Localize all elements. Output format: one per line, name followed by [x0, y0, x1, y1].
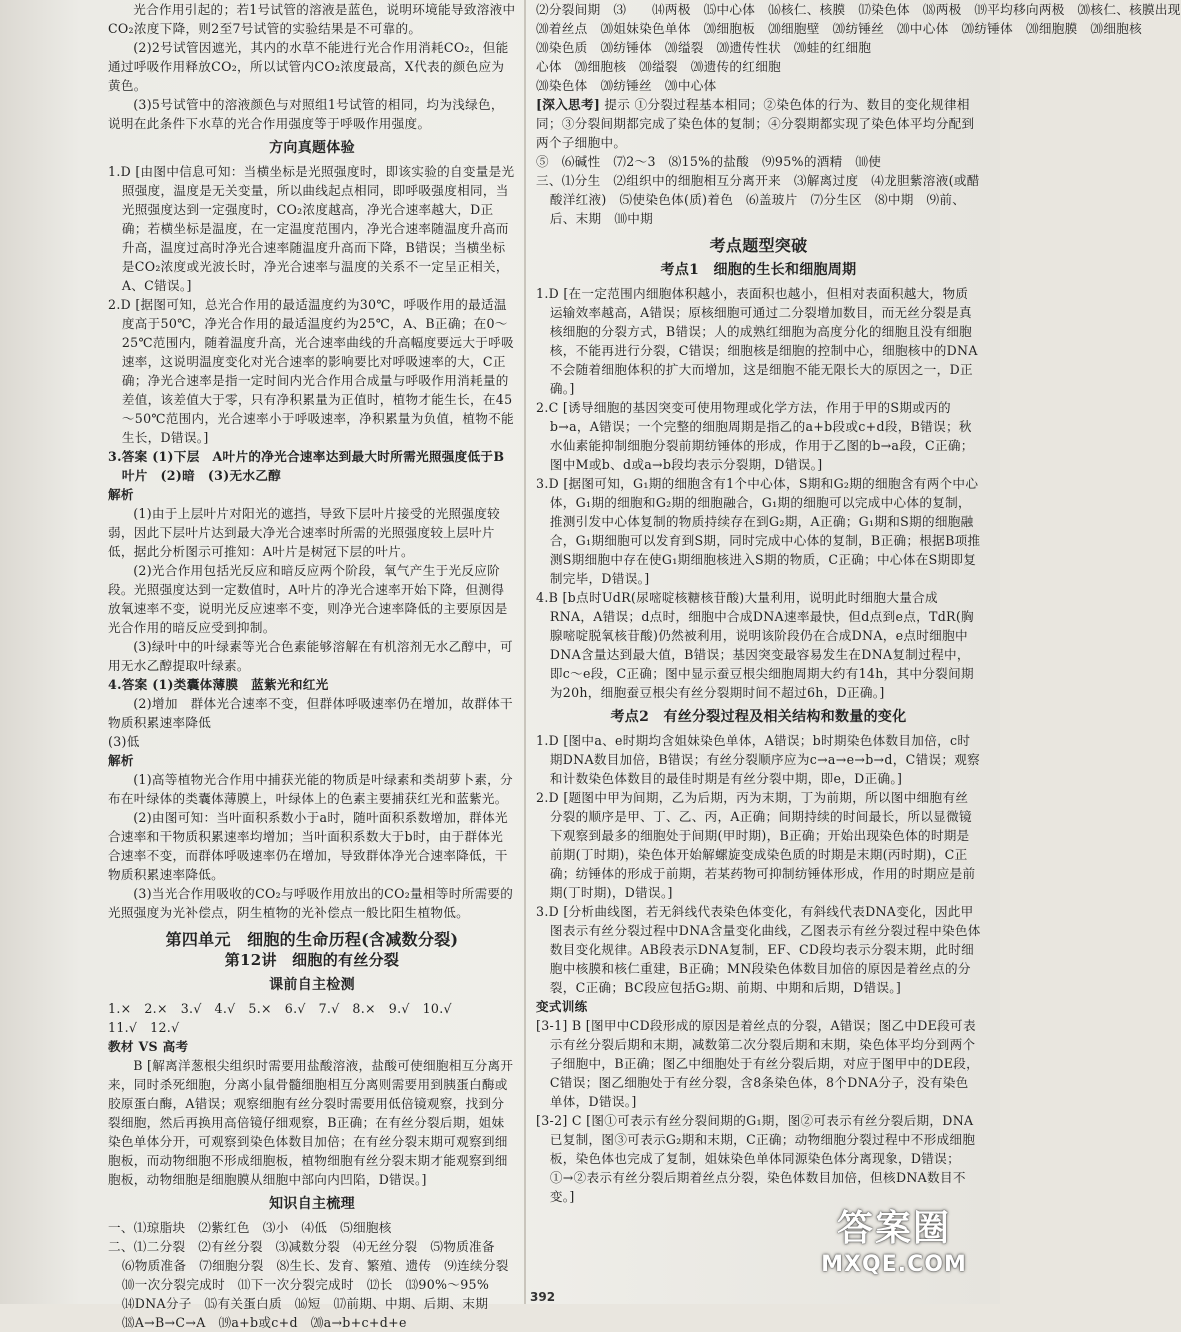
pre-class-answers-2: 11.√ 12.√	[108, 1020, 180, 1035]
question-3-analysis-3: (3)绿叶中的叶绿素等光合色素能够溶解在有机溶剂无水乙醇中，可用无水乙醇提取叶绿素。	[108, 639, 513, 673]
lecture-title: 第12讲 细胞的有丝分裂	[224, 951, 400, 969]
pre-class-title: 课前自主检测	[269, 977, 355, 993]
deep-thinking-text: 提示 ①分裂过程基本相同；②染色体的行为、数目的变化规律相同；③分裂间期都完成了染色体的复制；④分裂期都实现了染色体平均分配到两个子细胞中。	[536, 97, 975, 150]
watermark-logo: 答案圈	[836, 1208, 951, 1249]
kp1-item-4: 4.B [b点时UdR(尿嘧啶核糖核苷酸)大量利用，说明此时细胞大量合成RNA，A错误；d点时，细胞中合成DNA速率最快，但d点到e点，TdR(胸腺嘧啶脱氧核苷酸)仍然被利用，说明该阶段仍在合成DNA，e点时细胞中DNA含量达到最大值，B错误；基因突变最容易发生在DNA复制过程中，即c～e段，C正确；图中显示蚕豆根尖细胞周期大约有14h，其中分裂间期为20h，细胞蚕豆根尖有丝分裂期时间不超过6h，D正确。]	[536, 590, 974, 700]
kp2-item-3: 3.D [分析曲线图，若无斜线代表染色体变化，有斜线代表DNA变化，因此甲图表示有丝分裂过程中DNA含量变化曲线，乙图表示有丝分裂过程中染色体数目变化规律。AB段表示DNA复制，EF、CD段均表示分裂末期，此时细胞中核膜和核仁重建，B正确；MN段染色体数目加倍的原因是着丝点的分裂，C正确；BC段应包括G₂期、前期、中期和后期，D错误。]	[536, 904, 981, 995]
deep-thinking-line-2: ⑤ ⑹碱性 ⑺2～3 ⑻15%的盐酸 ⑼95%的酒精 ⑽使	[536, 154, 882, 169]
kp2-item-1: 1.D [图中a、e时期均含姐妹染色单体，A错误；b时期染色体数目加倍，c时期DNA数目加倍，B错误；有丝分裂顺序应为c→a→e→b→d，C错误；观察和计数染色体数目的最佳时期是有丝分裂中期，即e，D正确。]	[536, 733, 981, 786]
kp1-item-2: 2.C [诱导细胞的基因突变可使用物理或化学方法，作用于甲的S期或丙的b→a，A错误；一个完整的细胞周期是指乙的a+b段或c+d段，B错误；秋水仙素能抑制细胞分裂前期纺锤体的形成，作用于乙图的b→a段，C正确；图中M或b、d或a→b段均表示分裂期，D错误。]	[536, 400, 974, 472]
question-4-answer-2: (2)增加 群体光合速率不变，但群体呼吸速率仍在增加，故群体干物质积累速率降低	[108, 696, 513, 730]
right-top-line-5: ⒇染色体 ⒇纺锤丝 ⒇中心体	[536, 78, 717, 93]
knowledge-line-2: 二、⑴二分裂 ⑵有丝分裂 ⑶减数分裂 ⑷无丝分裂 ⑸物质准备 ⑹物质准备 ⑺细胞分裂 ⑻生长、发育、繁殖、遗传 ⑼连续分裂 ⑽一次分裂完成时 ⑾下一次分裂完成时 ⑿长 ⒀90%～95% ⒁DNA分子 ⒂有关蛋白质 ⒃短 ⒄前期、中期、后期、末期 ⒅A→B→C→A ⒆a+b或c+d ⒇a→b+c+d+e	[108, 1239, 522, 1330]
knowledge-line-1: 一、⑴琼脂块 ⑵紫红色 ⑶小 ⑷低 ⑸细胞核	[108, 1220, 392, 1235]
unit-title: 第四单元 细胞的生命历程(含减数分裂)	[165, 930, 459, 949]
right-top-line-2: ⒇着丝点 ⒇姐妹染色单体 ⒇细胞板 ⒇细胞壁 ⒇纺锤丝 ⒇中心体 ⒇纺锤体 ⒇细胞膜 ⒇细胞核	[536, 21, 1143, 36]
intro-paragraph-2: (2)2号试管因遮光，其内的水草不能进行光合作用消耗CO₂，但能通过呼吸作用释放CO₂，所以试管内CO₂浓度最高，X代表的颜色应为黄色。	[108, 40, 509, 93]
site-watermark	[794, 1206, 994, 1298]
question-4-answer-3: (3)低	[108, 734, 140, 749]
variant-training-label: 变式训练	[536, 999, 588, 1014]
right-top-line-4: 心体 ⒇细胞核 ⒇缢裂 ⒇遗传的红细胞	[536, 59, 781, 74]
question-3-analysis-2: (2)光合作用包括光反应和暗反应两个阶段，氧气产生于光反应阶段。光照强度达到一定数值时，A叶片的净光合速率开始下降，但测得放氧速率不变，说明光反应速率不变，则净光合速率降低的主要原因是光合作用的暗反应受到抑制。	[108, 563, 508, 635]
question-4-answer: 4.答案 (1)类囊体薄膜 蓝紫光和红光	[108, 677, 329, 692]
question-4-analysis-3: (3)当光合作用吸收的CO₂与呼吸作用放出的CO₂量相等时所需要的光照强度为光补偿点，阴生植物的光补偿点一般比阳生植物低。	[108, 886, 514, 920]
question-3-analysis-label: 解析	[108, 487, 134, 502]
column-divider	[524, 0, 526, 1304]
key-point-2-title: 考点2 有丝分裂过程及相关结构和数量的变化	[610, 709, 907, 725]
variant-item-1: [3-1] B [图甲中CD段形成的原因是着丝点的分裂，A错误；图乙中DE段可表示有丝分裂后期和末期，减数第二次分裂后期和末期，染色体平均分到两个子细胞中，B正确；图乙中细胞处于有丝分裂后期，对应于图甲中的DE段，C错误；图乙细胞处于有丝分裂，含8条染色体，8个DNA分子，没有染色单体，D错误。]	[536, 1018, 980, 1109]
intro-paragraph-3: (3)5号试管中的溶液颜色与对照组1号试管的相同，均为浅绿色，说明在此条件下水草的光合作用强度等于呼吸作用强度。	[108, 97, 504, 131]
watermark-site: MXQE.COM	[821, 1252, 967, 1277]
question-2: 2.D [据图可知，总光合作用的最适温度约为30℃，呼吸作用的最适温度高于50℃，净光合作用的最适温度约为25℃，A、B正确；在0～25℃范围内，随着温度升高，光合速率曲线的升高幅度要远大于呼吸速率，这说明温度变化对光合速率的影响要比对呼吸速率的大，C正确；净光合速率是指一定时间内光合作用合成量与呼吸作用消耗量的差值，该差值大于零，只有净积累量为正值时，植物才能生长，在45～50℃范围内，光合速率小于呼吸速率，净积累量为负值，植物不能生长，D错误。]	[108, 297, 514, 445]
section-title-real-exam: 方向真题体验	[269, 140, 355, 156]
right-column	[536, 0, 1181, 1295]
kp1-item-3: 3.D [据图可知，G₁期的细胞含有1个中心体，S期和G₂期的细胞含有两个中心体，G₁期的细胞和G₂期的细胞融合，G₁期的细胞可以完成中心体的复制，推测引发中心体复制的物质持续存在到G₂期，A正确；G₁期和S期的细胞融合，G₁期细胞可以发育到S期，同时完成中心体的复制，B正确；根据B项推测S期细胞中存在使G₁期细胞核进入S期的物质，C正确；中心体在S期即复制完毕，D错误。]	[536, 476, 981, 586]
kp2-item-2: 2.D [题图中甲为间期，乙为后期，丙为末期，丁为前期，所以图中细胞有丝分裂的顺序是甲、丁、乙、丙，A正确；间期持续的时间最长，所以显微镜下观察到最多的细胞处于间期(甲时期)，B正确；开始出现染色体的时期是前期(丁时期)，染色体开始解螺旋变成染色质的时期是末期(丙时期)，C正确；纺锤体的形成于前期，若某药物可抑制纺锤体形成，作用的时期应是前期(丁时期)，D错误。]	[536, 790, 976, 900]
question-1: 1.D [由图中信息可知：当横坐标是光照强度时，即该实验的自变量是光照强度，温度是无关变量，所以曲线起点相同，即呼吸强度相同，当光照强度达到一定强度时，CO₂浓度越高，净光合速率越大，D正确；若横坐标是温度，在一定温度范围内，净光合速率随温度升高而升高，温度过高时净光合速率随温度升高而下降，B错误；当横坐标是CO₂浓度或光波长时，净光合速率与温度的关系不一定呈正相关，A、C错误。]	[108, 164, 515, 293]
kp1-item-1: 1.D [在一定范围内细胞体积越小，表面积也越小，但相对表面积越大，物质运输效率越高，A错误；原核细胞可通过二分裂增加数目，而无丝分裂是真核细胞的分裂方式，B错误；人的成熟红细胞为高度分化的细胞且没有细胞核，不能再进行分裂，C错误；细胞核是细胞的控制中心，细胞核中的DNA不会随着细胞体积的扩大而增加，这是细胞不能无限长大的原因之一，D正确。]	[536, 286, 978, 396]
textbook-vs-exam-label: 教材 VS 高考	[108, 1039, 189, 1054]
question-3-answer: 3.答案 (1)下层 A叶片的净光合速率达到最大时所需光照强度低于B叶片 (2)暗 (3)无水乙醇	[108, 449, 505, 483]
knowledge-title: 知识自主梳理	[269, 1196, 355, 1212]
part-three: 三、⑴分生 ⑵组织中的细胞相互分离开来 ⑶解离过度 ⑷龙胆紫溶液(或醋酸洋红液) ⑸使染色体(质)着色 ⑹盖玻片 ⑺分生区 ⑻中期 ⑼前、后、末期 ⑽中期	[536, 173, 980, 226]
question-4-analysis-label: 解析	[108, 753, 134, 768]
right-top-line-1: ⑵分裂间期 ⑶ ⒁两极 ⒂中心体 ⒃核仁、核膜 ⒄染色体 ⒅两极 ⒆平均移向两极 ⒇核仁、核膜出现	[536, 2, 1181, 17]
deep-thinking-label: [深入思考]	[536, 97, 601, 112]
page-number: 392	[530, 1290, 556, 1304]
variant-item-2: [3-2] C [图①可表示有丝分裂间期的G₁期，图②可表示有丝分裂后期，DNA已复制，图③可表示G₂期和末期，C正确；动物细胞分裂过程中不形成细胞板，染色体也完成了复制，姐妹染色单体同源染色体分离现象，D错误；①→②表示有丝分裂后期着丝点分裂，染色体数目加倍，但核DNA数目不变。]	[536, 1113, 976, 1204]
textbook-vs-exam-text: B [解离洋葱根尖组织时需要用盐酸溶液，盐酸可使细胞相互分离开来，同时杀死细胞，分离小鼠骨髓细胞相互分离则需要用到胰蛋白酶或胶原蛋白酶，A错误；观察细胞有丝分裂时需要用低倍镜观察，找到分裂细胞，然后再换用高倍镜仔细观察，B正确；在有丝分裂后期，姐妹染色单体分开，可观察到染色体数目加倍；在有丝分裂末期可观察到细胞板，而动物细胞不形成细胞板，植物细胞有丝分裂末期才能观察到细胞板，动物细胞是细胞膜从细胞中部向内凹陷，D错误。]	[108, 1058, 514, 1187]
pre-class-answers: 1.× 2.× 3.√ 4.√ 5.× 6.√ 7.√ 8.× 9.√ 10.√	[108, 1001, 452, 1016]
question-4-analysis-2: (2)由图可知：当叶面积系数小于a时，随叶面积系数增加，群体光合速率和干物质积累速率均增加；当叶面积系数大于b时，由于群体光合速率不变，而群体呼吸速率仍在增加，导致群体净光合速率降低，干物质积累速率降低。	[108, 810, 508, 882]
breakthrough-title: 考点题型突破	[709, 236, 808, 255]
key-point-1-title: 考点1 细胞的生长和细胞周期	[660, 262, 857, 278]
right-top-line-3: ⒇染色质 ⒇纺锤体 ⒇缢裂 ⒇遗传性状 ⒇蛙的红细胞	[536, 40, 872, 55]
deep-thinking	[536, 95, 981, 152]
intro-paragraph-1: 光合作用引起的；若1号试管的溶液是蓝色，说明环境能导致溶液中CO₂浓度下降，则2至7号试管的实验结果是不可靠的。	[108, 2, 516, 36]
question-4-analysis-1: (1)高等植物光合作用中捕获光能的物质是叶绿素和类胡萝卜素，分布在叶绿体的类囊体薄膜上，叶绿体上的色素主要捕获红光和蓝紫光。	[108, 772, 513, 806]
left-column	[108, 0, 522, 1330]
question-3-analysis-1: (1)由于上层叶片对阳光的遮挡，导致下层叶片接受的光照强度较弱，因此下层叶片达到最大净光合速率时所需的光照强度较上层叶片低，据此分析图示可推知：A叶片是树冠下层的叶片。	[108, 506, 501, 559]
